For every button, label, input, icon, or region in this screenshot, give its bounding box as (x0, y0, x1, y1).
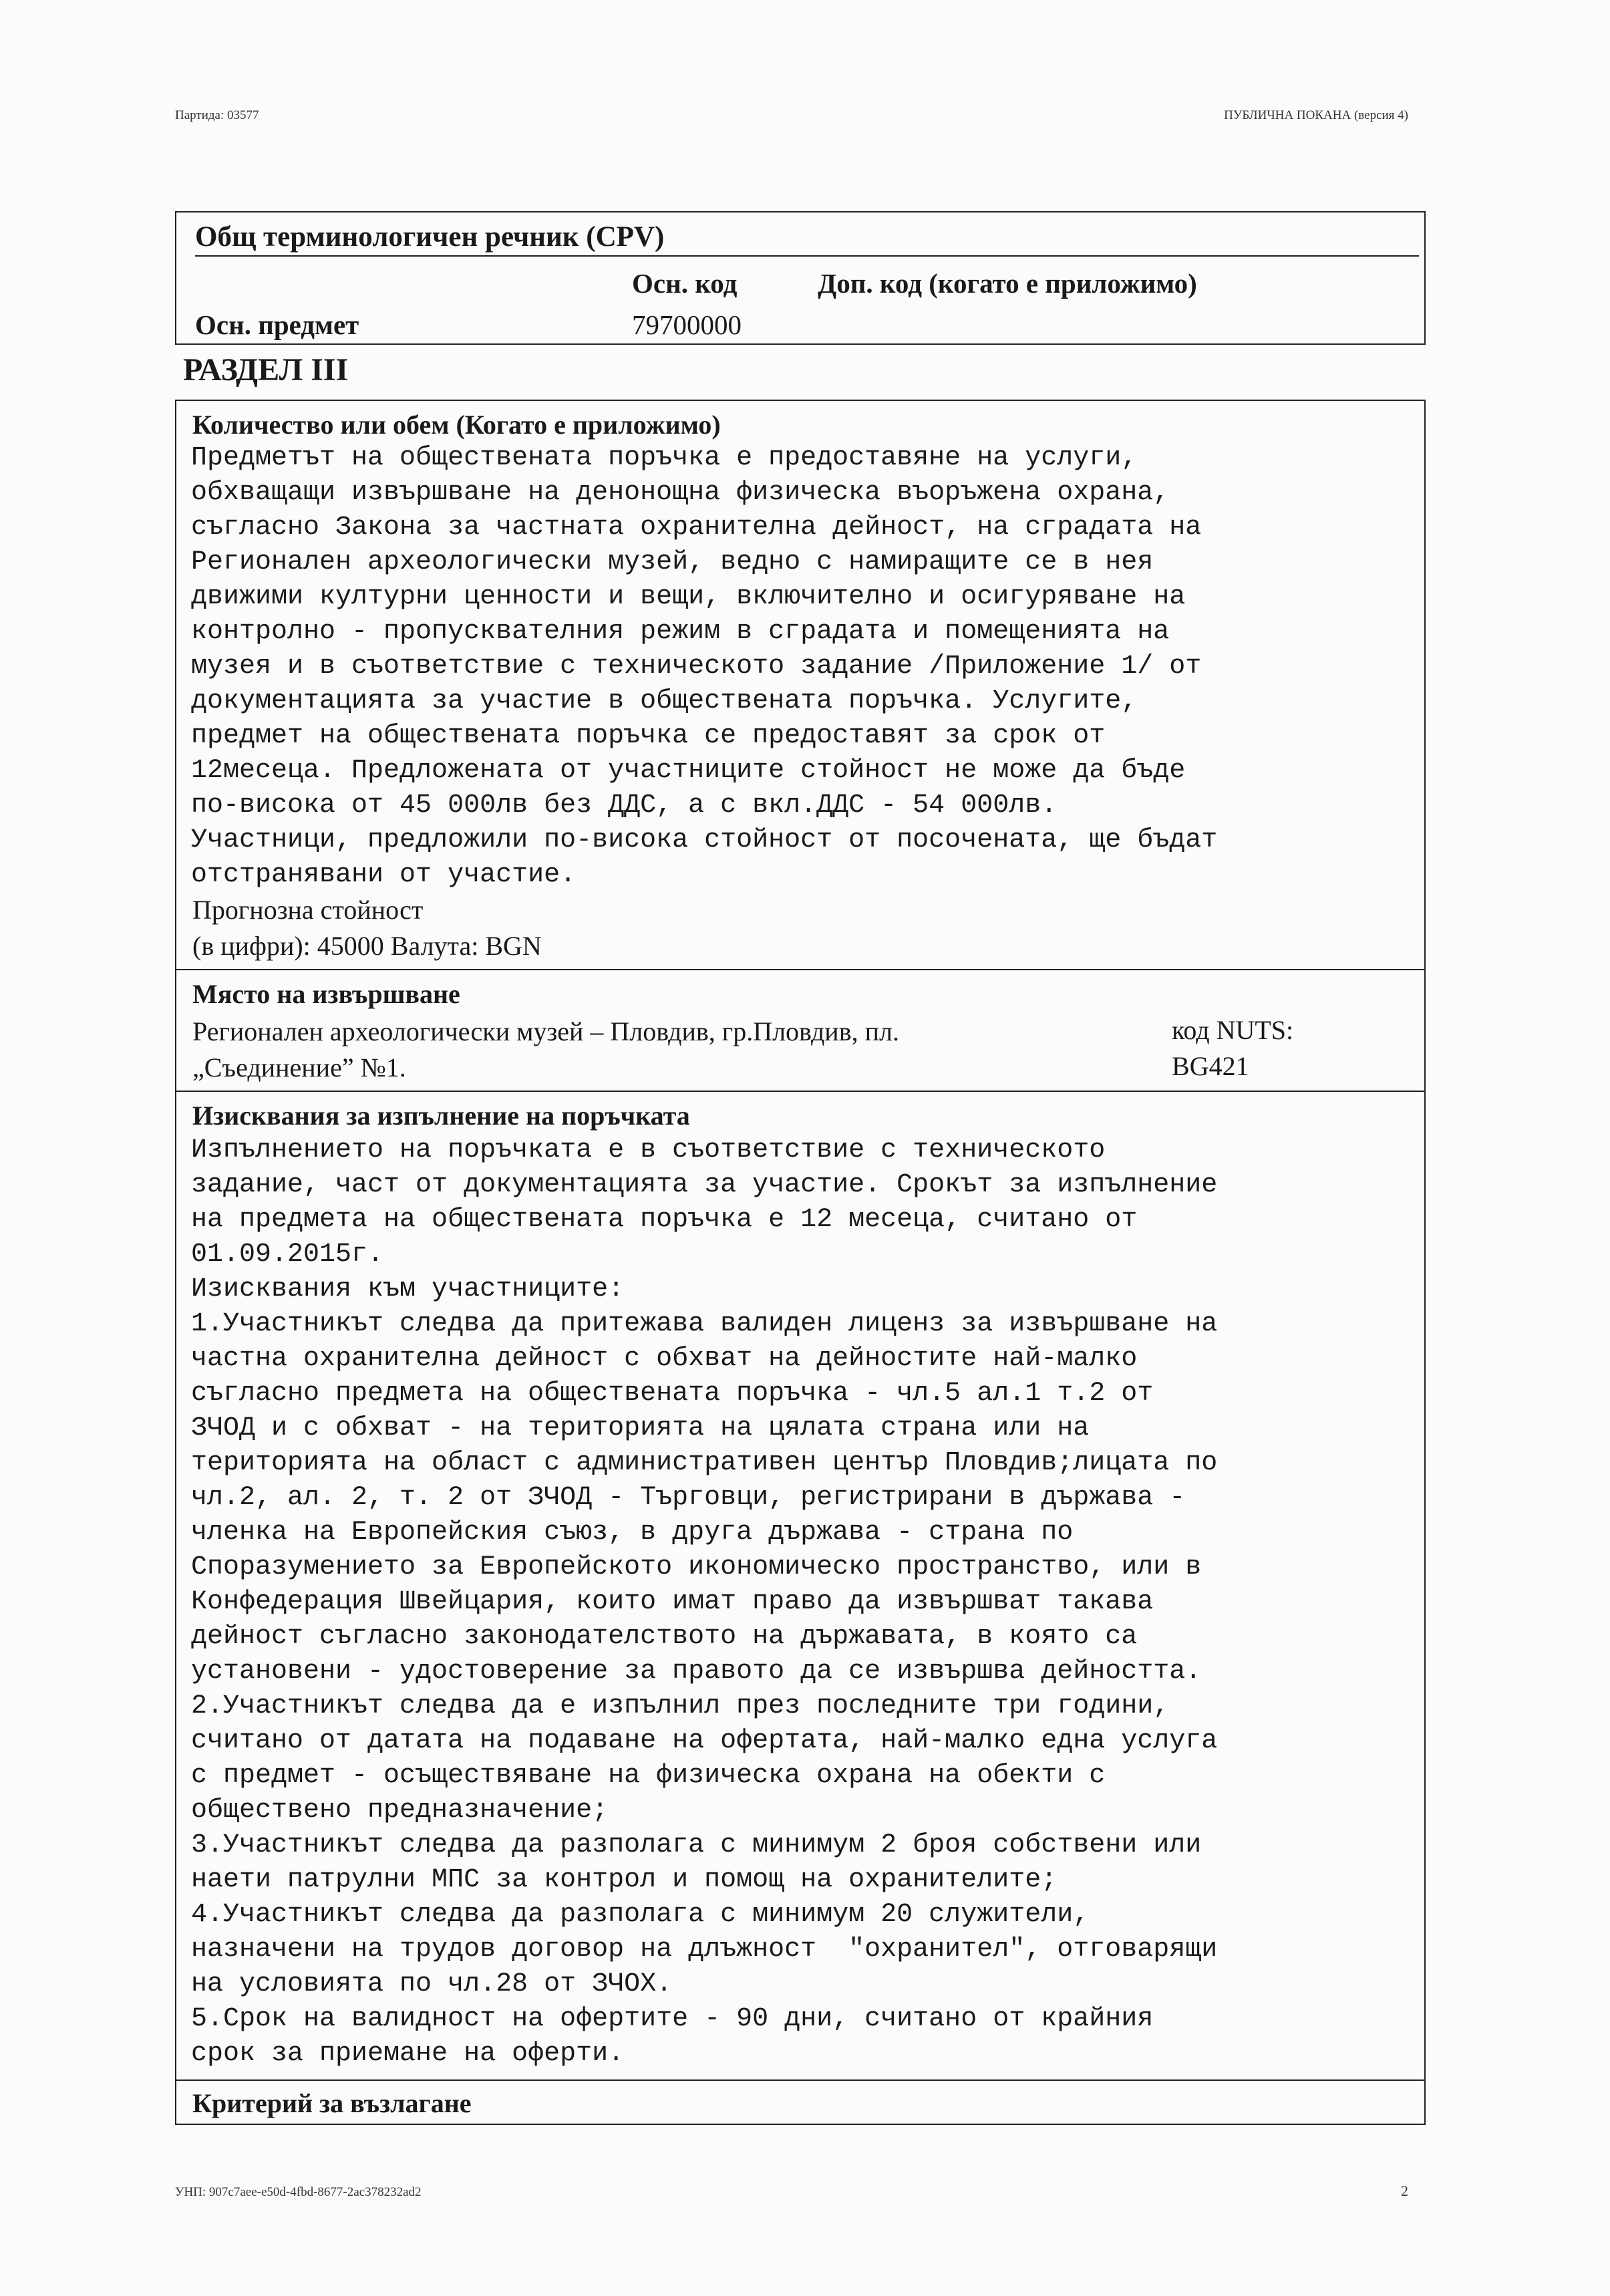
section-title: РАЗДЕЛ III (183, 352, 349, 388)
divider-requirements (176, 1091, 1424, 1092)
header-document-type: ПУБЛИЧНА ПОКАНА (версия 4) (1224, 108, 1408, 122)
nuts-code-value: BG421 (1172, 1051, 1249, 1081)
requirements-text: Изпълнението на поръчката е в съответствие с техническото задание, част от документацията за участие. Срокът за изпълнение на предмета на обществената поръчка е 12 месеца, считано от 01.09.2015г. Изисквания към участниците: 1.Участникът следва да притежава валиден лиценз за извършване на частна охранителна дейност с обхват на дейностите най-малко съгласно предмета на обществената поръчка - чл.5 ал.1 т.2 от ЗЧОД и с обхват - на територията на цялата страна или на територията на област с административен център Пловдив;лицата по чл.2, ал. 2, т. 2 от ЗЧОД - Търговци, регистрирани в държава - членка на Европейския съюз, в друга държава - страна по Споразумението за Европейското икономическо пространство, или в Конфедерация Швейцария, които имат право да извършват такава дейност съгласно законодателството на държавата, в която са установени - удостоверение за правото да се извършва дейността. 2.Участникът следва да е изпълнил през последните три години, считано от датата на подаване на офертата, най-малко една услуга с предмет - осъществяване на физическа охрана на обекти с обществено предназначение; 3.Участникът следва да разполага с минимум 2 броя собствени или наети патрулни МПС за контрол и помощ на охранителите; 4.Участникът следва да разполага с минимум 20 служители, назначени на трудов договор на длъжност "охранител", отговарящи на условията по чл.28 от ЗЧОХ. 5.Срок на валидност на офертите - 90 дни, считано от крайния срок за приемане на оферти. (191, 1135, 1218, 2069)
requirements-heading: Изисквания за изпълнение на поръчката (192, 1101, 690, 1131)
cpv-title-underline (195, 255, 1419, 257)
divider-place (176, 969, 1424, 970)
footer-unp: УНП: 907c7aee-e50d-4fbd-8677-2ac378232ad2 (175, 2185, 422, 2199)
place-address-line2: „Съединение” №1. (192, 1052, 406, 1083)
nuts-code-label: код NUTS: (1172, 1015, 1294, 1045)
cpv-main-subject-code: 79700000 (632, 309, 742, 340)
criteria-heading: Критерий за възлагане (192, 2088, 472, 2118)
estimate-value: (в цифри): 45000 Валута: BGN (192, 931, 542, 961)
page-number: 2 (1401, 2182, 1408, 2199)
cpv-main-code-header: Осн. код (632, 268, 738, 299)
place-heading: Място на извършване (192, 979, 460, 1009)
section-iii-table (175, 400, 1426, 2125)
cpv-extra-code-header: Доп. код (когато е приложимо) (818, 268, 1197, 299)
cpv-title: Общ терминологичен речник (CPV) (195, 221, 665, 253)
header-batch-number: Партида: 03577 (175, 108, 259, 122)
estimate-label: Прогнозна стойност (192, 895, 424, 925)
quantity-text: Предметът на обществената поръчка е предоставяне на услуги, обхващащи извършване на денонощна физическа въоръжена охрана, съгласно Закона за частната охранителна дейност, на сградата на Регионален археологически музей, ведно с намиращите се в нея движими културни ценности и вещи, включително и осигуряване на контролно - пропусквателния режим в сградата и помещенията на музея и в съответствие с техническото задание /Приложение 1/ от документацията за участие в обществената поръчка. Услугите, предмет на обществената поръчка се предоставят за срок от 12месеца. Предложената от участниците стойност не може да бъде по-висока от 45 000лв без ДДС, а с вкл.ДДС - 54 000лв. Участници, предложили по-висока стойност от посочената, ще бъдат отстранявани от участие. (191, 443, 1218, 890)
divider-criteria (176, 2079, 1424, 2081)
cpv-box (175, 211, 1426, 345)
cpv-main-subject-label: Осн. предмет (195, 309, 359, 340)
place-address-line1: Регионален археологически музей – Пловдив, гр.Пловдив, пл. (192, 1016, 899, 1046)
quantity-heading: Количество или обем (Когато е приложимо) (192, 410, 721, 440)
